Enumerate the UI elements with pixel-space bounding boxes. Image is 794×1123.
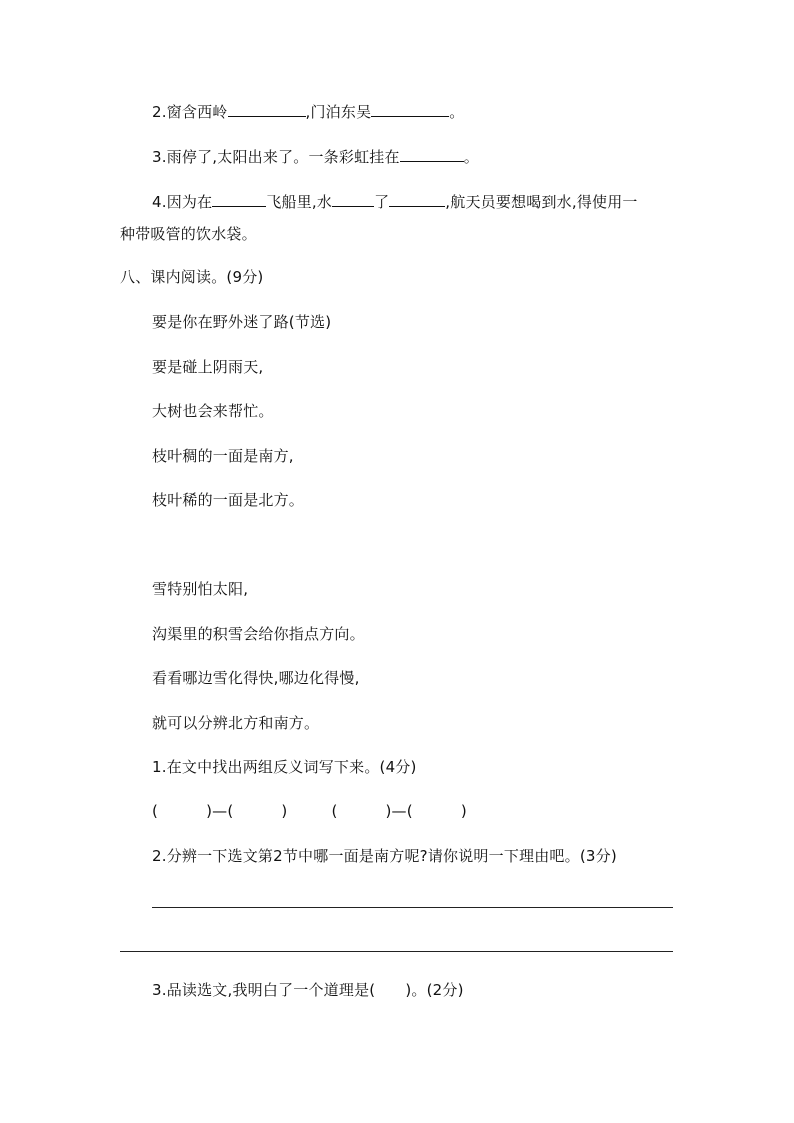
antonym-pairs — [152, 801, 467, 821]
item2-middle: ,门泊东吴 — [305, 103, 372, 121]
pair1-close: ) — [281, 802, 288, 820]
item3-end: 。 — [463, 148, 479, 166]
question-3-prefix: 3.品读选文,我明白了一个道理是( — [152, 981, 376, 999]
section-heading: 八、课内阅读。(9分) — [120, 268, 264, 286]
item4-part3: 了 — [374, 193, 390, 211]
question-2: 2.分辨一下选文第2节中哪一面是南方呢?请你说明一下理由吧。(3分) — [152, 847, 617, 865]
pair1-open: ( — [152, 802, 159, 820]
item2-prefix: 2.窗含西岭 — [152, 103, 228, 121]
question-3 — [152, 980, 464, 1000]
question-1: 1.在文中找出两组反义词写下来。(4分) — [152, 758, 417, 776]
poem-line: 要是碰上阴雨天, — [152, 358, 264, 376]
item3-prefix: 3.雨停了,太阳出来了。一条彩虹挂在 — [152, 148, 400, 166]
item4-part2: 飞船里,水 — [266, 193, 333, 211]
question-3-suffix: )。(2分) — [405, 981, 464, 999]
poem-line: 就可以分辨北方和南方。 — [152, 714, 320, 732]
item4-prefix: 4.因为在 — [152, 193, 213, 211]
poem-line: 沟渠里的积雪会给你指点方向。 — [152, 625, 365, 643]
blank-line[interactable] — [371, 102, 449, 117]
pair1-mid: )—( — [206, 802, 234, 820]
fill-in-item-4-continuation: 种带吸管的饮水袋。 — [120, 225, 257, 243]
pair2-open: ( — [331, 802, 338, 820]
blank-line[interactable] — [332, 192, 374, 207]
pair2-mid: )—( — [385, 802, 413, 820]
answer-line[interactable] — [120, 951, 673, 952]
blank-line[interactable] — [400, 147, 464, 162]
fill-in-item-2 — [152, 102, 465, 122]
item4-part4: ,航天员要想喝到水,得使用一 — [445, 193, 638, 211]
poem-title: 要是你在野外迷了路(节选) — [152, 313, 332, 331]
fill-in-item-4 — [152, 192, 638, 212]
blank-line[interactable] — [228, 102, 306, 117]
blank-line[interactable] — [389, 192, 445, 207]
poem-line: 枝叶稀的一面是北方。 — [152, 491, 305, 509]
poem-line: 看看哪边雪化得快,哪边化得慢, — [152, 669, 360, 687]
blank-line[interactable] — [212, 192, 266, 207]
answer-line[interactable] — [152, 907, 673, 908]
poem-line: 大树也会来帮忙。 — [152, 402, 274, 420]
item2-end: 。 — [449, 103, 465, 121]
pair2-close: ) — [460, 802, 467, 820]
fill-in-item-3 — [152, 147, 479, 167]
poem-line: 枝叶稠的一面是南方, — [152, 447, 294, 465]
poem-line: 雪特别怕太阳, — [152, 580, 249, 598]
